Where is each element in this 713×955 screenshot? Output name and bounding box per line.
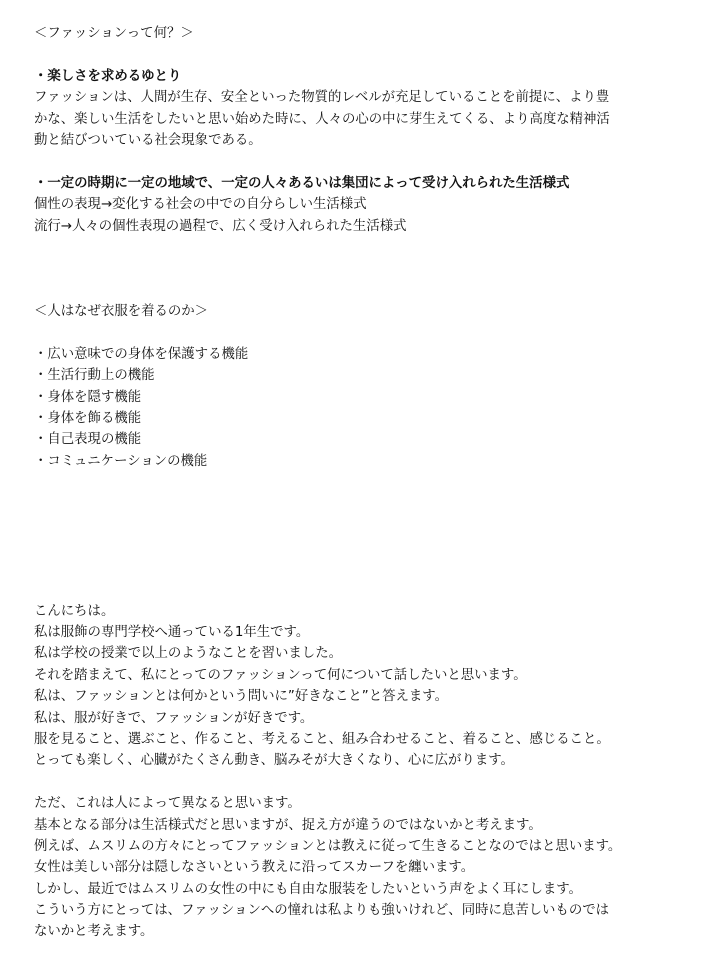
blank-space — [34, 472, 694, 600]
list-item: ・身体を飾る機能 — [34, 411, 142, 427]
paragraph-line: 服を見ること、選ぶこと、作ること、考えること、組み合わせること、着ること、感じること。 — [34, 731, 610, 747]
point-title-enjoyment: ・楽しさを求めるゆとり — [34, 68, 182, 84]
paragraph-line: 例えば、ムスリムの方々にとってファッションとは教えに従って生きることなのではと思います。 — [34, 838, 622, 854]
section-heading-why-wear-clothes: ＜人はなぜ衣服を着るのか＞ — [34, 304, 209, 320]
paragraph-line: ただ、これは人によって異なると思います。 — [34, 796, 301, 812]
document-page — [34, 23, 694, 943]
section-heading-what-is-fashion: ＜ファッションって何？＞ — [34, 26, 194, 41]
blank-line — [34, 44, 694, 65]
paragraph-line: 私は、服が好きで、ファッションが好きです。 — [34, 710, 314, 726]
paragraph-line: 流行→人々の個性表現の過程で、広く受け入れられた生活様式 — [34, 218, 407, 234]
paragraph-line: かな、楽しい生活をしたいと思い始めた時に、人々の心の中に芽生えてくる、より高度な精神活 — [34, 111, 610, 127]
point-title-lifestyle: ・一定の時期に一定の地域で、一定の人々あるいは集団によって受け入れられた生活様式 — [34, 175, 570, 191]
paragraph-line: 女性は美しい部分は隠しなさいという教えに沿ってスカーフを纏います。 — [34, 860, 475, 876]
list-item: ・身体を隠す機能 — [34, 389, 142, 405]
paragraph-line: 私は服飾の専門学校へ通っている1年生です。 — [34, 625, 310, 640]
list-item: ・生活行動上の機能 — [34, 368, 155, 384]
paragraph-line: ないかと考えます。 — [34, 924, 154, 940]
paragraph-line: 基本となる部分は生活様式だと思いますが、捉え方が違うのではないかと考えます。 — [34, 817, 542, 833]
paragraph-line: ファッションは、人間が生存、安全といった物質的レベルが充足していることを前提に、より豊 — [34, 90, 610, 106]
paragraph-line: 個性の表現→変化する社会の中での自分らしい生活様式 — [34, 197, 367, 213]
paragraph-line: こんにちは。 — [34, 603, 115, 619]
paragraph-line: 私は、ファッションとは何かという問いに”好きなこと”と答えます。 — [34, 689, 448, 705]
paragraph-line: 動と結びついている社会現象である。 — [34, 132, 262, 148]
blank-space — [34, 237, 694, 301]
list-item: ・広い意味での身体を保護する機能 — [34, 346, 249, 362]
paragraph-line: とっても楽しく、心臓がたくさん動き、脳みそが大きくなり、心に広がります。 — [34, 753, 514, 769]
blank-line — [34, 322, 694, 343]
list-item: ・コミュニケーションの機能 — [34, 453, 208, 469]
blank-line — [34, 151, 694, 172]
list-item: ・自己表現の機能 — [34, 432, 142, 448]
paragraph-line: それを踏まえて、私にとってのファッションって何について話したいと思います。 — [34, 667, 527, 683]
blank-line — [34, 772, 694, 793]
paragraph-line: しかし、最近ではムスリムの女性の中にも自由な服装をしたいという声をよく耳にします。 — [34, 881, 582, 897]
paragraph-line: こういう方にとっては、ファッションへの憧れは私よりも強いけれど、同時に息苦しいものでは — [34, 903, 609, 919]
paragraph-line: 私は学校の授業で以上のようなことを習いました。 — [34, 646, 342, 662]
